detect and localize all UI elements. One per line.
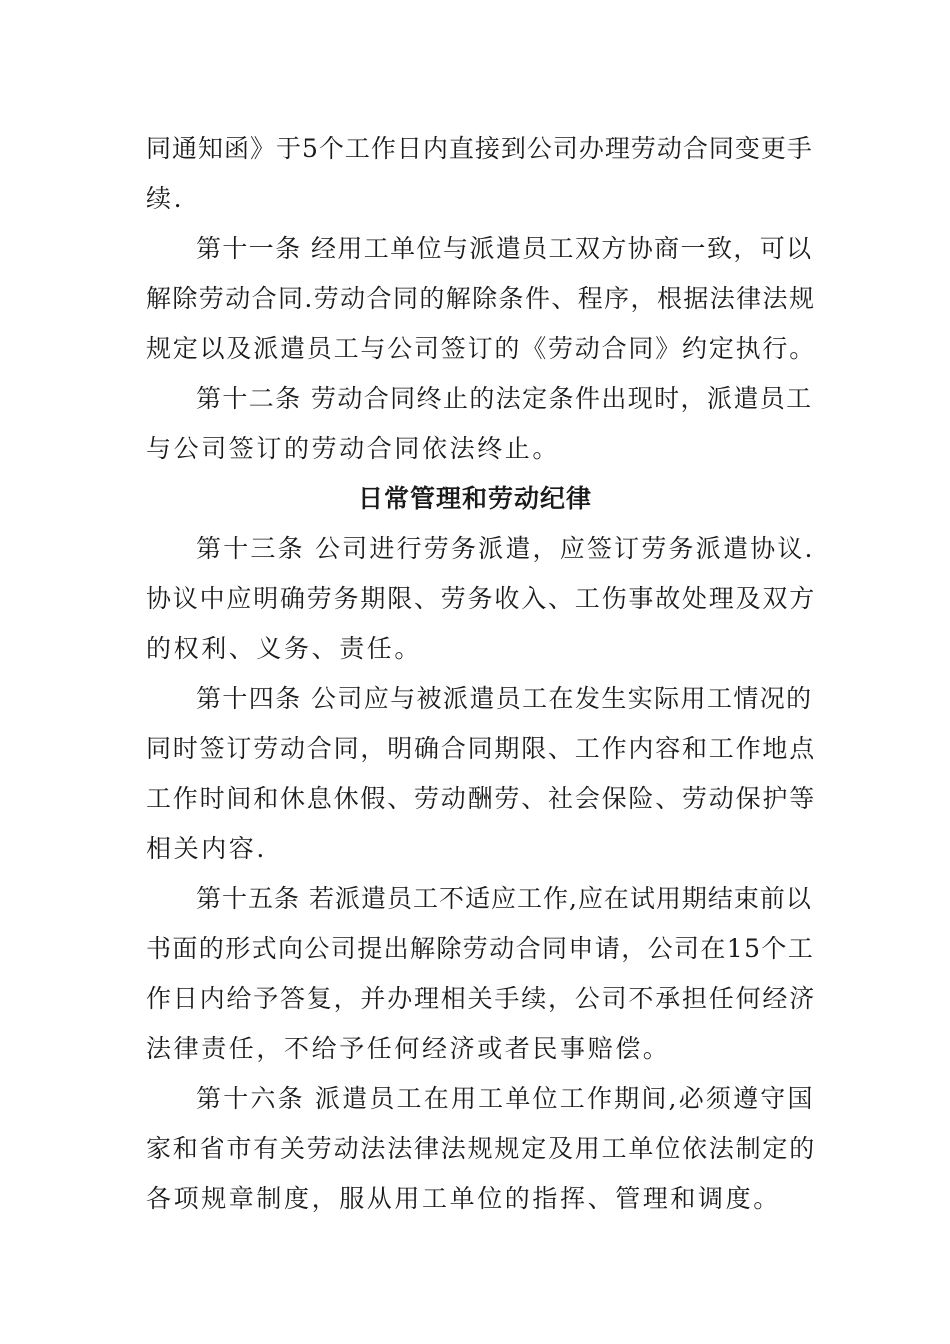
paragraph-line: 作日内给予答复，并办理相关手续，公司不承担任何经济 [146, 984, 817, 1013]
paragraph-line: 同通知函》于5个工作日内直接到公司办理劳动合同变更手 [146, 134, 813, 163]
paragraph-line: 各项规章制度，服从用工单位的指挥、管理和调度。 [146, 1184, 781, 1213]
paragraph-line: 同时签订劳动合同，明确合同期限、工作内容和工作地点 [146, 734, 817, 763]
paragraph-line: 法律责任，不给予任何经济或者民事赔偿。 [146, 1034, 671, 1063]
article-13-line: 第十三条 公司进行劳务派遣，应签订劳务派遣协议. [196, 534, 815, 563]
paragraph-line: 协议中应明确劳务期限、劳务收入、工伤事故处理及双方 [146, 584, 817, 613]
article-11-line: 第十一条 经用工单位与派遣员工双方协商一致，可以 [196, 234, 813, 263]
article-15-line: 第十五条 若派遣员工不适应工作,应在试用期结束前以 [196, 884, 812, 913]
paragraph-line: 续. [146, 184, 185, 213]
paragraph-line: 相关内容. [146, 834, 267, 863]
article-14-line: 第十四条 公司应与被派遣员工在发生实际用工情况的 [196, 684, 813, 713]
section-heading: 日常管理和劳动纪律 [357, 484, 592, 513]
paragraph-line: 工作时间和休息休假、劳动酬劳、社会保险、劳动保护等 [146, 784, 817, 813]
paragraph-line: 解除劳动合同.劳动合同的解除条件、程序，根据法律法规 [146, 284, 816, 313]
paragraph-line: 规定以及派遣员工与公司签订的《劳动合同》约定执行。 [146, 334, 817, 363]
paragraph-line: 的权利、义务、责任。 [146, 634, 423, 663]
paragraph-line: 书面的形式向公司提出解除劳动合同申请，公司在15个工 [146, 934, 815, 963]
article-12-line: 第十二条 劳动合同终止的法定条件出现时，派遣员工 [196, 384, 813, 413]
paragraph-line: 与公司签订的劳动合同依法终止。 [146, 434, 561, 463]
article-16-line: 第十六条 派遣员工在用工单位工作期间,必须遵守国 [196, 1084, 815, 1113]
paragraph-line: 家和省市有关劳动法法律法规规定及用工单位依法制定的 [146, 1134, 817, 1163]
